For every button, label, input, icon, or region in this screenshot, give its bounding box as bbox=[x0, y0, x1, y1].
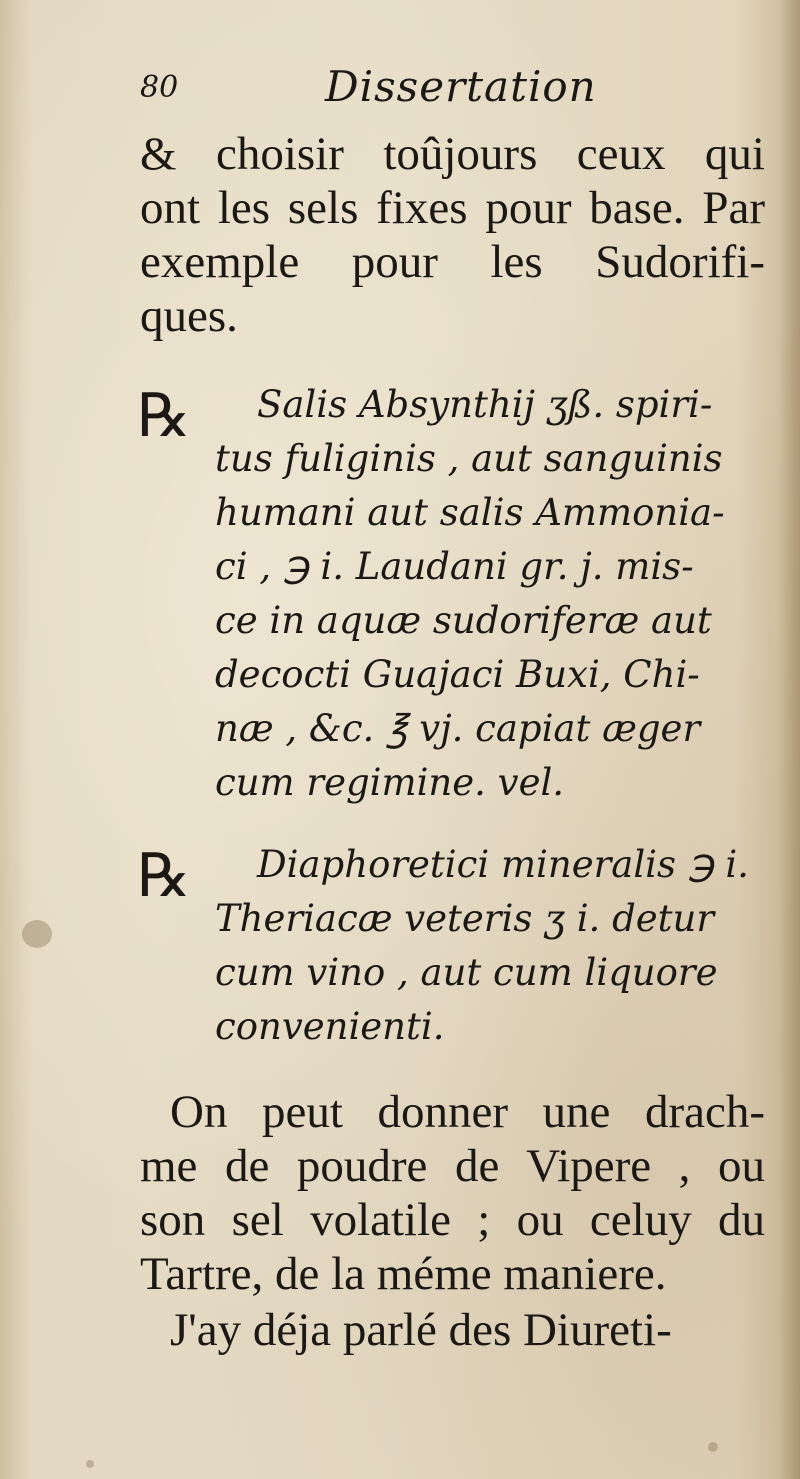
prescription-text bbox=[215, 838, 765, 1054]
page-number: 80 bbox=[140, 70, 179, 105]
text-line: convenienti. bbox=[215, 1005, 445, 1048]
running-head bbox=[140, 62, 760, 122]
page-edge-shadow bbox=[778, 0, 800, 1479]
text-line: cum regimine. vel. bbox=[215, 761, 565, 804]
text-line: Salis Absynthij ʒß. spiri- bbox=[257, 383, 713, 426]
text-line: Diaphoretici mineralis ℈ i. bbox=[257, 843, 749, 886]
text-line: exemple pour les Sudorifi- bbox=[140, 236, 765, 288]
text-line: J'ay déja parlé des Diureti- bbox=[170, 1304, 672, 1356]
text-line: decocti Guajaci Buxi, Chi- bbox=[215, 653, 700, 696]
prescription-text bbox=[215, 378, 765, 810]
running-title: Dissertation bbox=[325, 62, 597, 111]
text-line: ce in aquæ sudoriferæ aut bbox=[215, 599, 712, 642]
paragraph-1 bbox=[140, 127, 765, 343]
text-line: ont les sels fixes pour base. Par bbox=[140, 182, 765, 234]
text-line: cum vino , aut cum liquore bbox=[215, 951, 718, 994]
text-line: Tartre, de la méme maniere. bbox=[140, 1248, 667, 1300]
recipe-rx-icon bbox=[135, 378, 210, 458]
paragraph-3 bbox=[140, 1303, 765, 1357]
paragraph-2 bbox=[140, 1085, 765, 1301]
paper-stain bbox=[86, 1460, 94, 1468]
svg-text:℞: ℞ bbox=[137, 381, 191, 451]
text-line: On peut donner une drach- bbox=[170, 1086, 765, 1138]
text-line: son sel volatile ; ou celuy du bbox=[140, 1194, 765, 1246]
text-line: tus fuliginis , aut sanguinis bbox=[215, 437, 723, 480]
text-line: humani aut salis Ammonia- bbox=[215, 491, 725, 534]
paper-stain bbox=[22, 920, 52, 948]
recipe-rx-icon bbox=[135, 838, 210, 918]
text-line: ques. bbox=[140, 290, 238, 342]
svg-text:℞: ℞ bbox=[137, 841, 191, 911]
text-line: me de poudre de Vipere , ou bbox=[140, 1140, 765, 1192]
text-line: Theriacæ veteris ʒ i. detur bbox=[215, 897, 715, 940]
text-line: & choisir toûjours ceux qui bbox=[140, 128, 765, 180]
text-line: ci , ℈ i. Laudani gr. j. mis- bbox=[215, 545, 694, 588]
paper-stain bbox=[708, 1442, 718, 1452]
text-line: næ , &c. ℥ vj. capiat æger bbox=[215, 707, 701, 750]
